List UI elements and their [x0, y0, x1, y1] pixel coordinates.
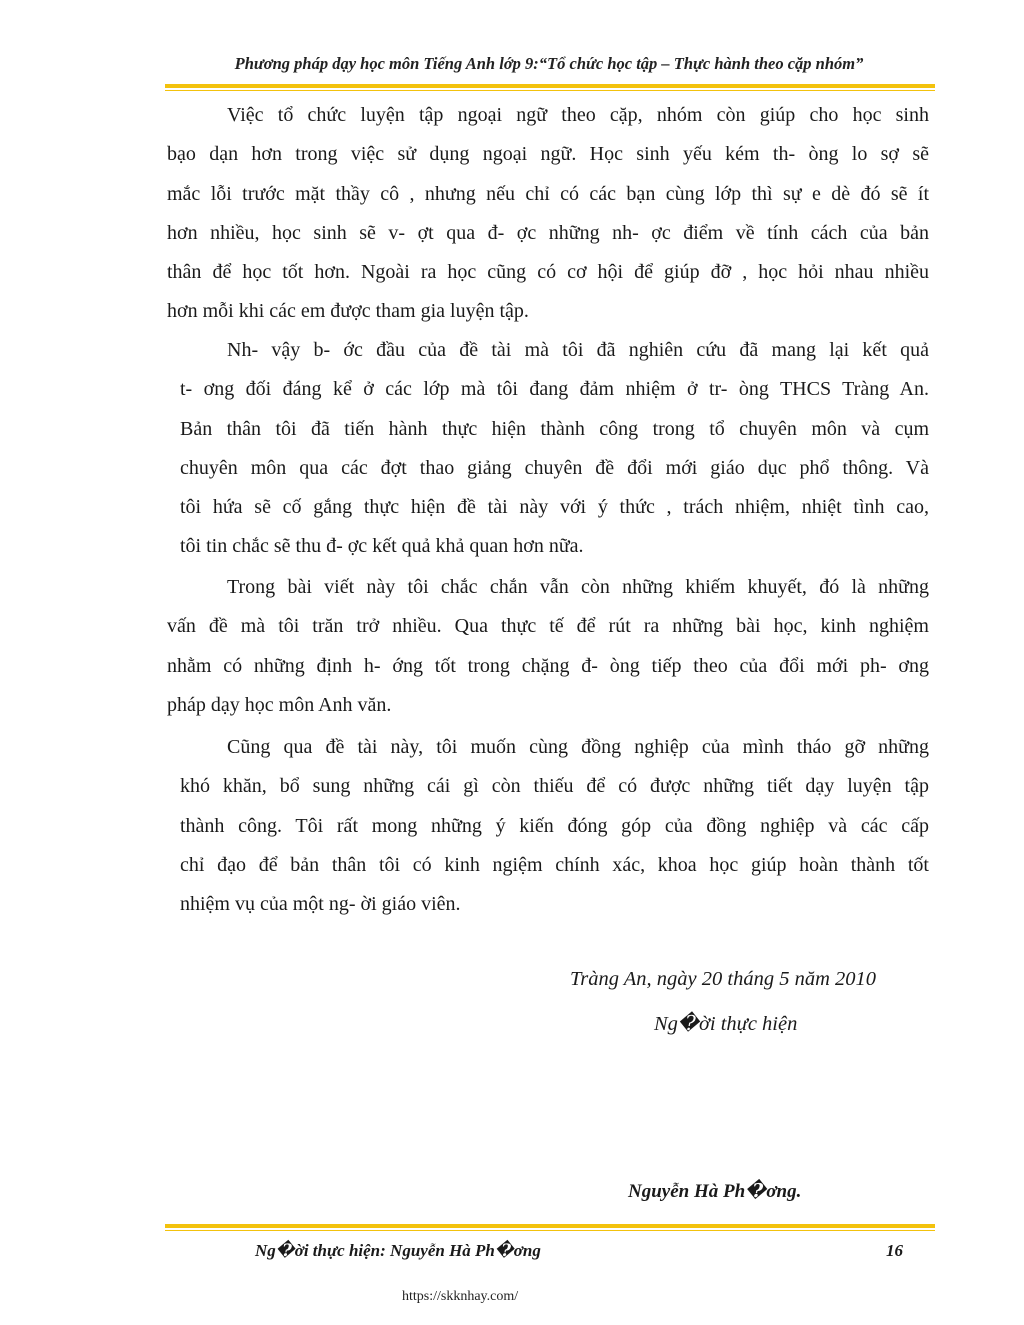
author-role: Ng�ời thực hiện [654, 1013, 798, 1035]
page-header: Phương pháp dạy học môn Tiếng Anh lớp 9:“Tổ chức học tập – Thực hành theo cặp nhóm” [234, 54, 864, 73]
text-line: tôi tin chắc sẽ thu đ- ợc kết quả khả quan hơn nữa. [180, 535, 584, 558]
text-line: bạo dạn hơn trong việc sử dụng ngoại ngữ. Học sinh yếu kém th- òng lo sợ sẽ [167, 143, 929, 166]
source-url[interactable]: https://skknhay.com/ [402, 1289, 519, 1304]
text-line: nhiệm vụ của một ng- ời giáo viên. [180, 893, 461, 916]
paragraph-3 [167, 568, 929, 725]
text-line: mắc lỗi trước mặt thầy cô , nhưng nếu chỉ có các bạn cùng lớp thì sự e dè đó sẽ ít [167, 182, 929, 205]
header-rule [165, 84, 935, 91]
text-line: hơn mỗi khi các em được tham gia luyện tập. [167, 300, 529, 323]
text-line: vấn đề mà tôi trăn trở nhiều. Qua thực tế để rút ra những bài học, kinh nghiệm [167, 615, 929, 638]
text-line: khó khăn, bổ sung những cái gì còn thiếu để có được những tiết dạy luyện tập [180, 775, 929, 798]
text-line: Trong bài viết này tôi chắc chắn vẫn còn những khiếm khuyết, đó là những [227, 576, 929, 598]
text-line: pháp dạy học môn Anh văn. [167, 693, 392, 716]
text-line: Nh- vậy b- ớc đầu của đề tài mà tôi đã nghiên cứu đã mang lại kết quả [227, 339, 929, 361]
text-line: t- ơng đối đáng kể ở các lớp mà tôi đang đảm nhiệm ở tr- òng THCS Tràng An. [180, 378, 929, 401]
text-line: Việc tổ chức luyện tập ngoại ngữ theo cặp, nhóm còn giúp cho học sinh [227, 104, 929, 126]
text-line: Cũng qua đề tài này, tôi muốn cùng đồng nghiệp của mình tháo gỡ những [227, 736, 929, 758]
text-line: thành công. Tôi rất mong những ý kiến đóng góp của đồng nghiệp và các cấp [180, 814, 929, 837]
page-number: 16 [886, 1241, 903, 1260]
signature-name: Nguyễn Hà Ph�ơng. [628, 1181, 802, 1202]
paragraph-1 [167, 96, 929, 332]
footer-author: Ng�ời thực hiện: Nguyễn Hà Ph�ơng [255, 1241, 541, 1260]
paragraph-4 [180, 728, 929, 924]
footer-rule [165, 1224, 935, 1231]
text-line: tôi hứa sẽ cố gắng thực hiện đề tài này với ý thức , trách nhiệm, nhiệt tình cao, [180, 496, 929, 519]
date-line: Tràng An, ngày 20 tháng 5 năm 2010 [570, 968, 876, 990]
text-line: chuyên môn qua các đợt thao giảng chuyên đề đổi mới giáo dục phổ thông. Và [180, 456, 929, 479]
text-line: hơn nhiều, học sinh sẽ v- ợt qua đ- ợc những nh- ợc điểm về tính cách của bản [167, 221, 929, 244]
text-line: nhằm có những định h- ớng tốt trong chặng đ- òng tiếp theo của đổi mới ph- ơng [167, 654, 929, 677]
text-line: chỉ đạo để bản thân tôi có kinh ngiệm chính xác, khoa học giúp hoàn thành tốt [180, 853, 929, 876]
text-line: Bản thân tôi đã tiến hành thực hiện thành công trong tổ chuyên môn và cụm [180, 417, 929, 440]
paragraph-2 [180, 331, 929, 567]
text-line: thân để học tốt hơn. Ngoài ra học cũng có cơ hội để giúp đỡ , học hỏi nhau nhiều [167, 261, 929, 284]
